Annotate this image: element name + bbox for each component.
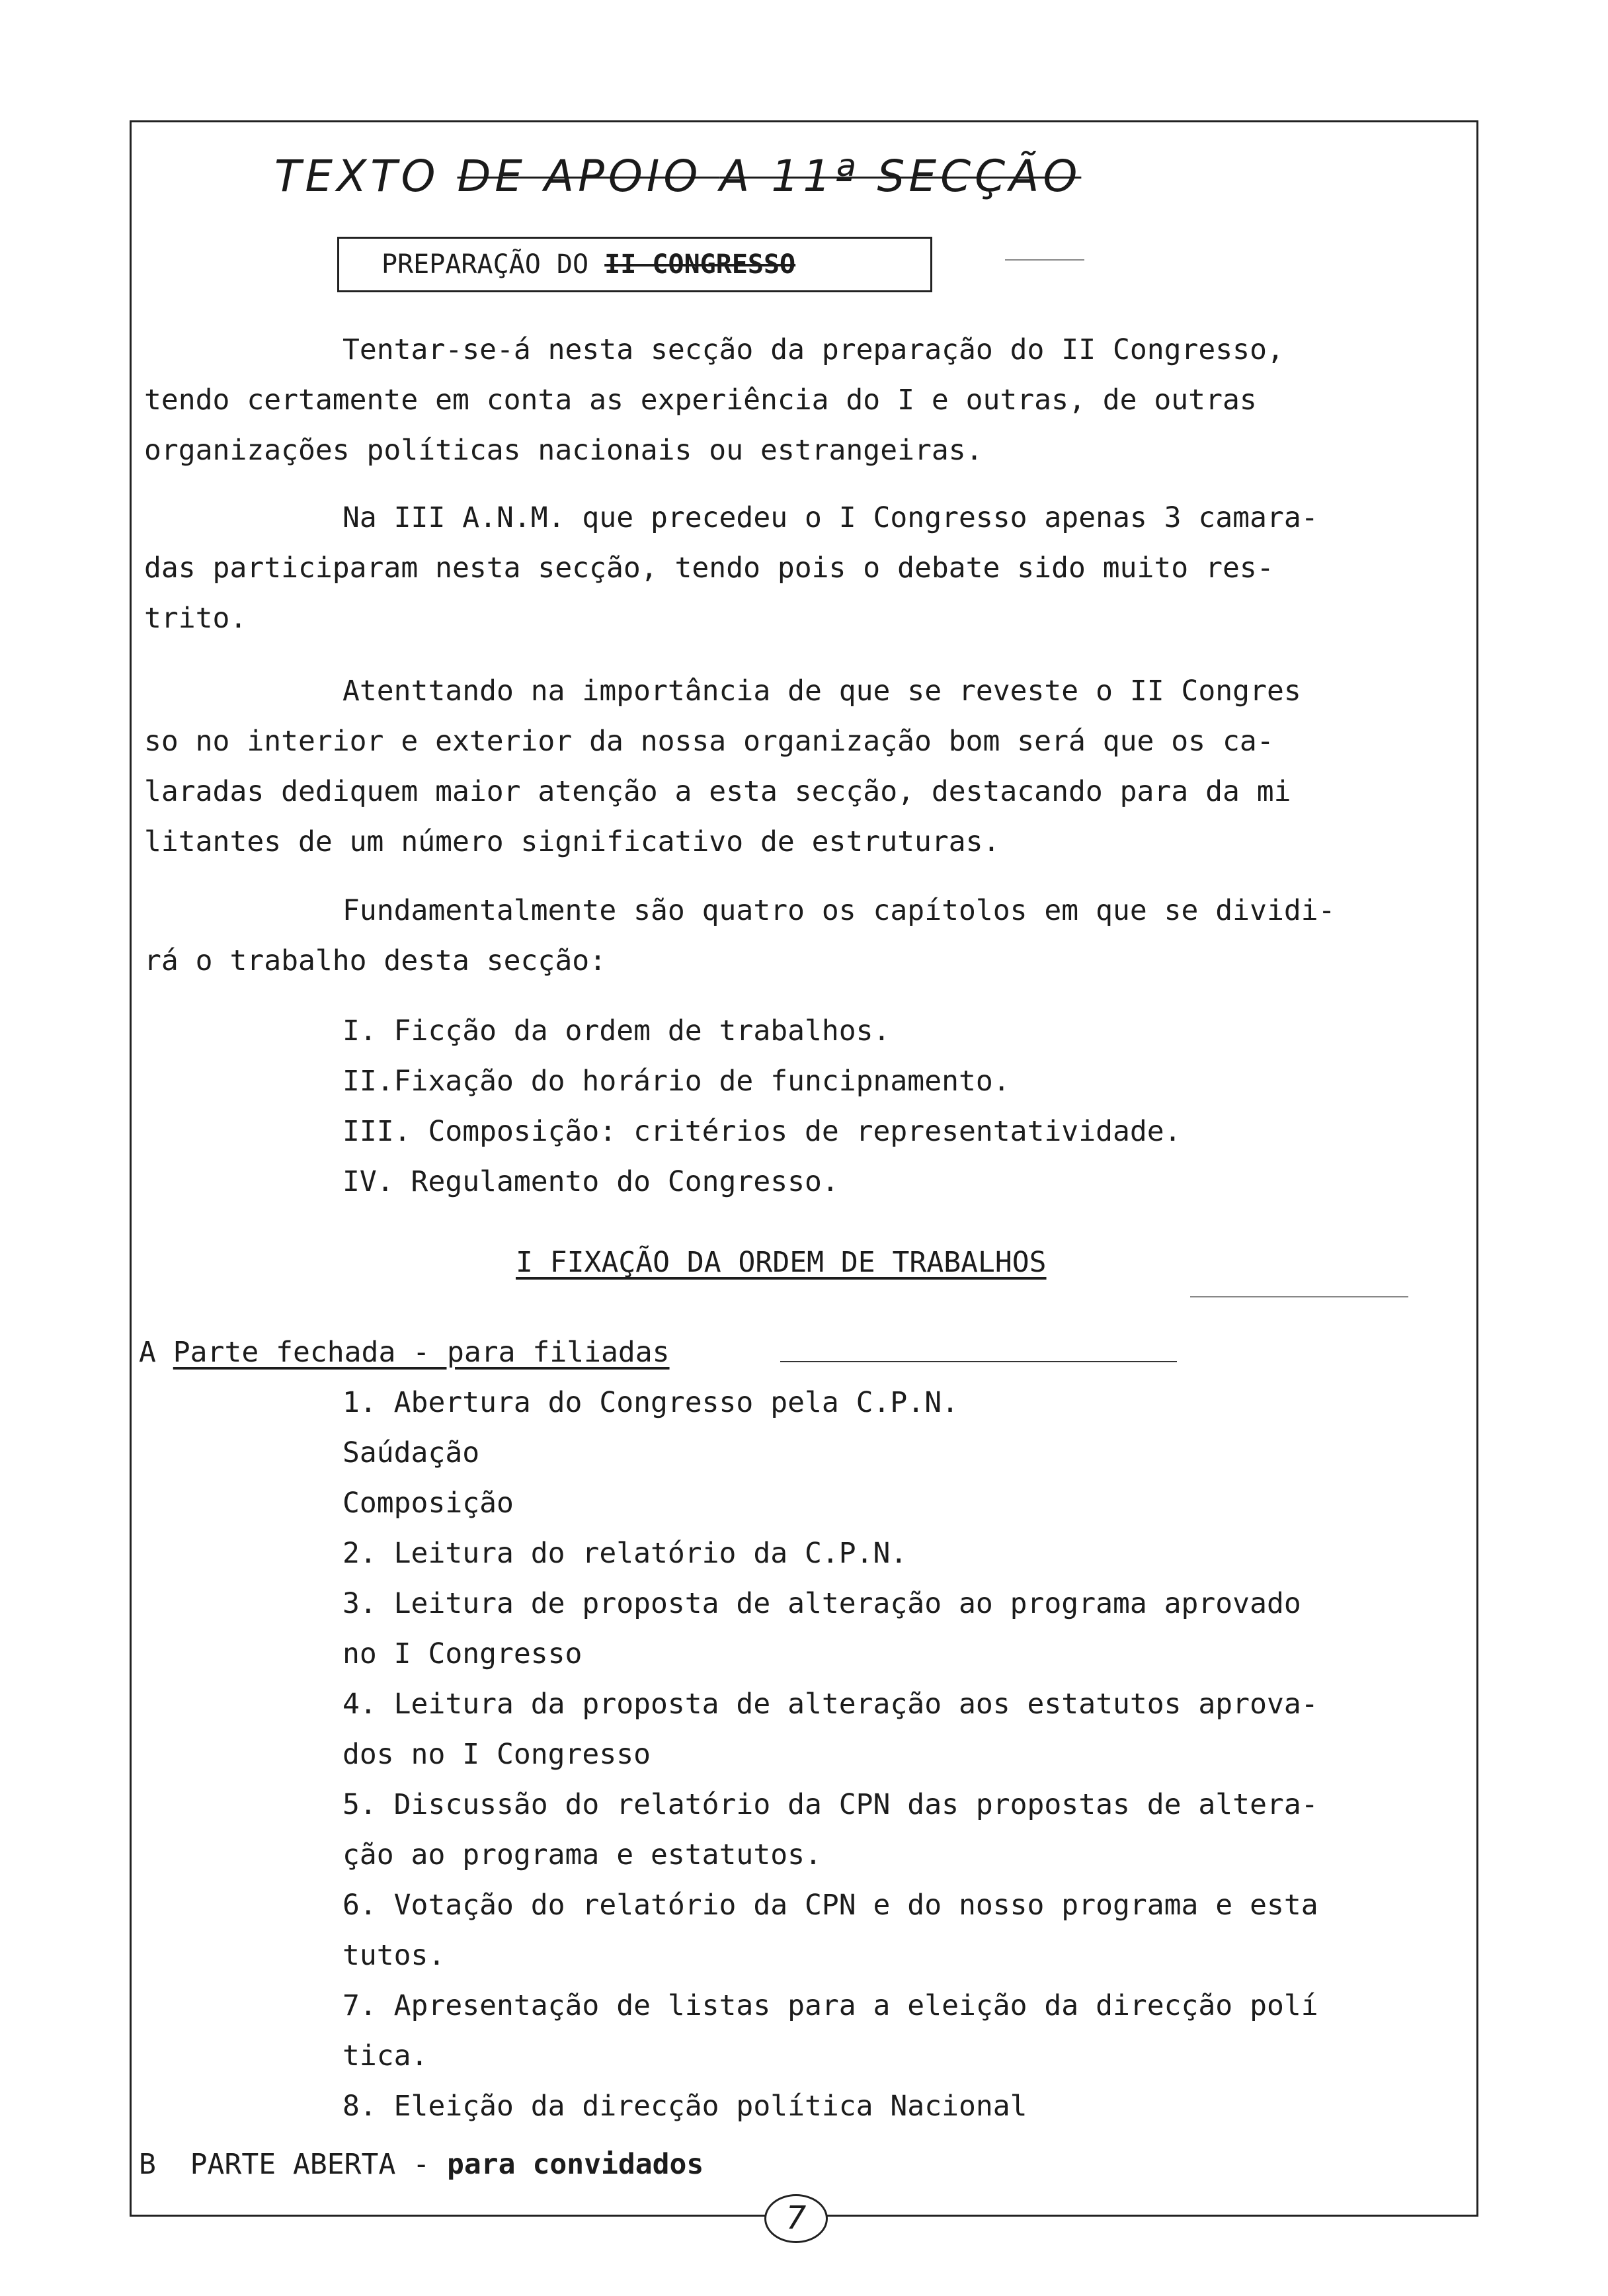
agenda-item: Composição (342, 1487, 514, 1520)
paragraph-line: Tentar-se-á nesta secção da preparação do II Congresso, (342, 333, 1284, 366)
agenda-item: 1. Abertura do Congresso pela C.P.N. (342, 1386, 959, 1419)
agenda-item: 8. Eleição da direcção política Nacional (342, 2090, 1027, 2123)
agenda-item: tica. (342, 2039, 428, 2072)
agenda-item: no I Congresso (342, 1637, 583, 1670)
agenda-item: tutos. (342, 1939, 446, 1972)
paragraph-line: rá o trabalho desta secção: (144, 944, 606, 977)
scan-speck (780, 1361, 1177, 1362)
agenda-item: 4. Leitura da proposta de alteração aos estatutos aprova- (342, 1688, 1318, 1721)
paragraph-line: tendo certamente em conta as experiência do I e outras, de outras (144, 384, 1257, 417)
chapter-item: IV. Regulamento do Congresso. (342, 1165, 839, 1198)
chapter-item: I. Ficção da ordem de trabalhos. (342, 1014, 891, 1047)
agenda-item: dos no I Congresso (342, 1738, 651, 1771)
part-b-heading (139, 2148, 704, 2181)
part-b-title-plain: PARTE ABERTA - (190, 2148, 447, 2181)
agenda-item: Saúdação (342, 1436, 480, 1469)
agenda-item: 5. Discussão do relatório da CPN das propostas de altera- (342, 1788, 1318, 1821)
handwritten-title (274, 151, 1081, 202)
boxed-heading-crossed: II CONGRESSO (604, 249, 796, 280)
part-a-title: Parte fechada - para filiadas (173, 1336, 670, 1369)
paragraph-line: Fundamentalmente são quatro os capítolos em que se dividi- (342, 894, 1336, 927)
boxed-heading (337, 237, 932, 292)
paragraph-line: Atenttando na importância de que se reveste o II Congres (342, 675, 1301, 708)
paragraph-line: litantes de um número significativo de estruturas. (144, 825, 1000, 858)
boxed-heading-prefix: PREPARAÇÃO DO (382, 249, 605, 280)
section-heading-text: I FIXAÇÃO DA ORDEM DE TRABALHOS (516, 1246, 1047, 1279)
title-part: TEXTO (274, 151, 458, 202)
page-number: 7 (764, 2194, 828, 2243)
agenda-item: ção ao programa e estatutos. (342, 1838, 822, 1871)
title-part-struck: SECÇÃO (877, 151, 1082, 202)
paragraph-line: organizações políticas nacionais ou estrangeiras. (144, 434, 983, 467)
paragraph-line: Na III A.N.M. que precedeu o I Congresso apenas 3 camara- (342, 501, 1318, 534)
scan-speck (1190, 1296, 1408, 1297)
paragraph-line: laradas dediquem maior atenção a esta secção, destacando para da mi (144, 775, 1291, 808)
agenda-item: 2. Leitura do relatório da C.P.N. (342, 1537, 908, 1570)
paragraph-line: das participaram nesta secção, tendo pois o debate sido muito res- (144, 552, 1274, 585)
agenda-item: 3. Leitura de proposta de alteração ao programa aprovado (342, 1587, 1301, 1620)
part-b-title-bold: para convidados (447, 2148, 704, 2181)
scan-speck (1005, 259, 1084, 261)
paragraph-line: so no interior e exterior da nossa organização bom será que os ca- (144, 725, 1274, 758)
agenda-item: 7. Apresentação de listas para a eleição da direcção polí (342, 1989, 1318, 2022)
paragraph-line: trito. (144, 602, 247, 635)
agenda-item: 6. Votação do relatório da CPN e do nosso programa e esta (342, 1889, 1318, 1922)
title-part-struck: A 11ª (719, 151, 877, 202)
part-b-letter: B (139, 2148, 156, 2181)
title-part-struck: DE APOIO (457, 151, 720, 202)
part-a-letter: A (139, 1336, 156, 1369)
part-a-heading (139, 1338, 670, 1367)
section-heading (516, 1246, 1047, 1279)
chapter-item: II.Fixação do horário de funcipnamento. (342, 1065, 1010, 1098)
chapter-item: III. Composição: critérios de representatividade. (342, 1115, 1182, 1148)
